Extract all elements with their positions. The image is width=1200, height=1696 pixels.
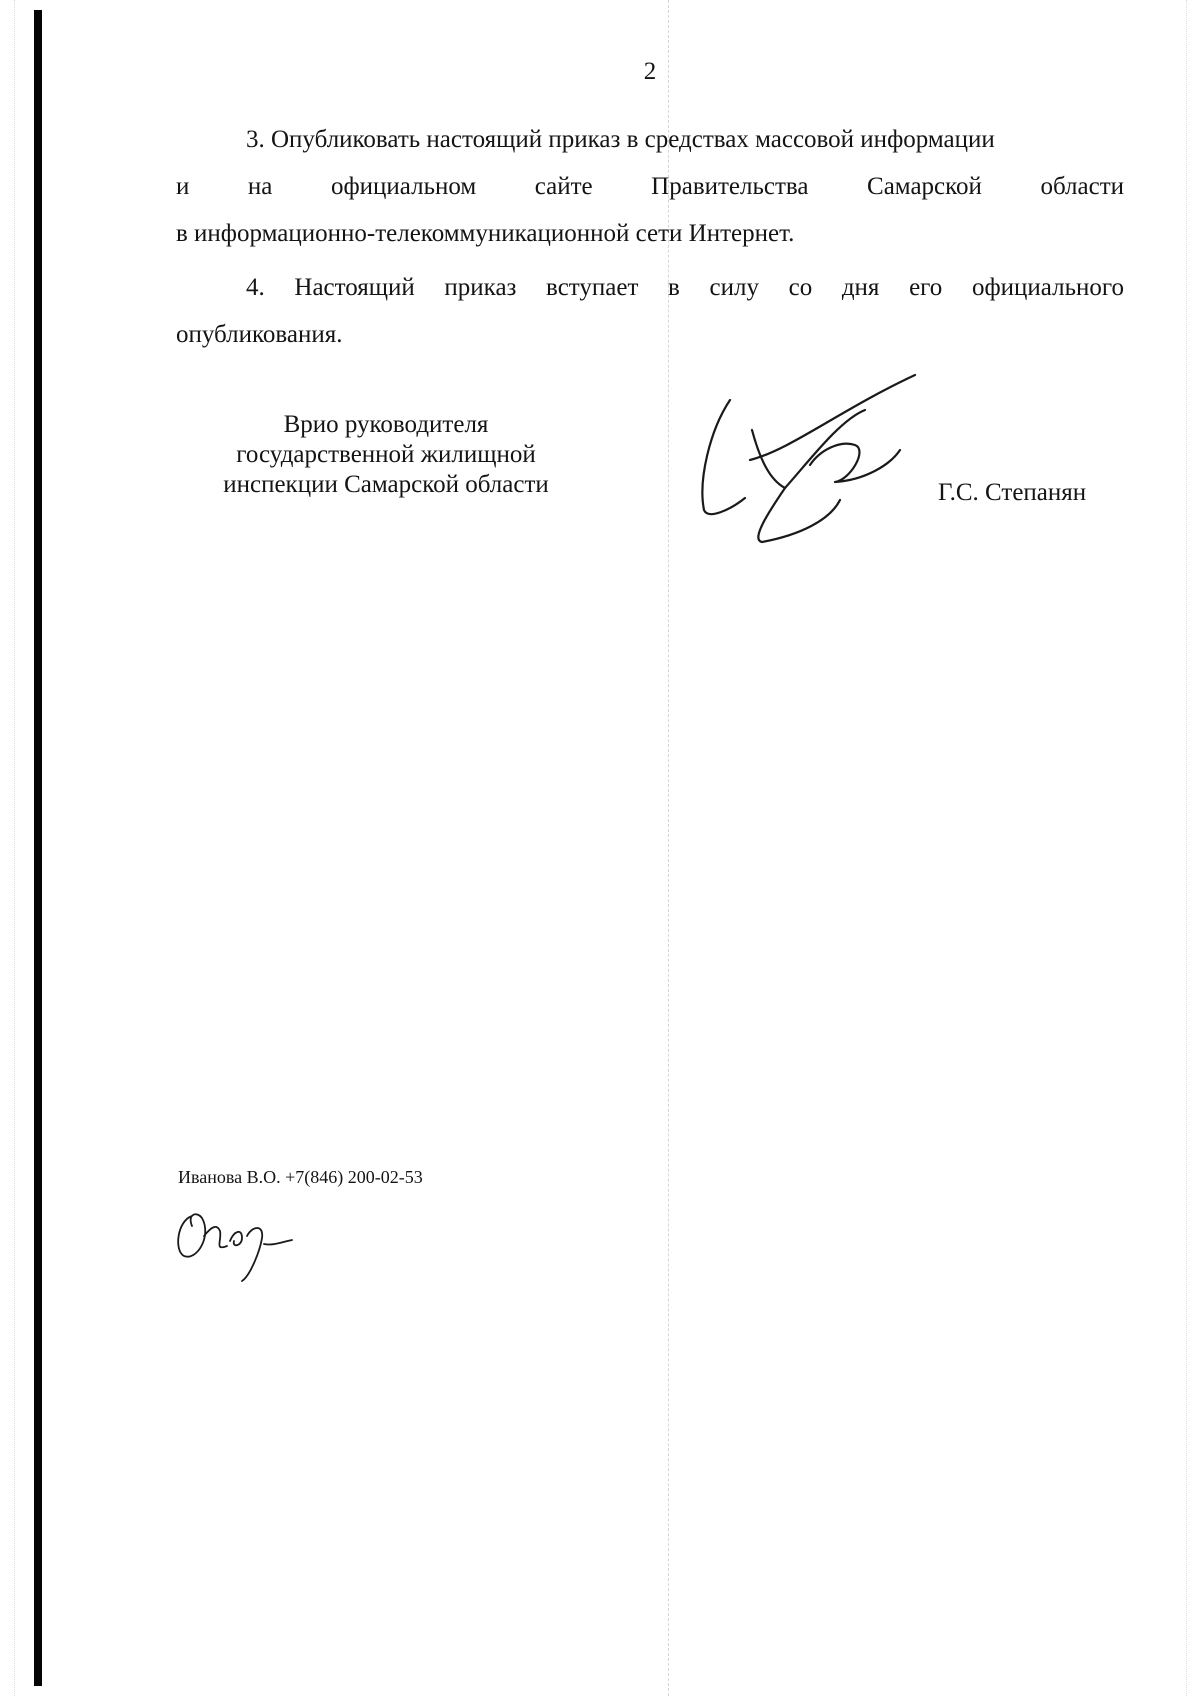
paragraph-3 [176, 116, 1124, 257]
scan-edge-bar [34, 10, 42, 1686]
handwritten-signature [690, 370, 950, 550]
signer-title-line-1: Врио руководителя [283, 411, 489, 438]
paragraph-4 [176, 264, 1124, 358]
signer-title [196, 410, 576, 500]
paragraph-3-line-2 [176, 163, 1124, 210]
paragraph-4-line-2: опубликования. [176, 321, 343, 348]
word: на [247, 173, 273, 200]
paragraph-3-line-1: 3. Опубликовать настоящий приказ в средствах массовой информации [246, 126, 995, 153]
word: сайте [534, 173, 593, 200]
word: Правительства [651, 173, 809, 200]
executor-initials-signature [172, 1196, 302, 1286]
executor-contact: Иванова В.О. +7(846) 200-02-53 [178, 1167, 423, 1187]
word: Самарской [867, 173, 982, 200]
scan-noise-right [1186, 0, 1187, 1696]
signer-name: Г.С. Степанян [938, 479, 1087, 506]
signer-title-line-2: государственной жилищной [236, 441, 536, 468]
signer-title-line-3: инспекции Самарской области [223, 471, 549, 498]
word: и [176, 173, 190, 200]
page-number: 2 [643, 58, 657, 85]
paragraph-3-line-3: в информационно-телекоммуникационной сети Интернет. [176, 220, 795, 247]
word: официальном [330, 173, 477, 200]
scan-noise-left [14, 0, 15, 1696]
word: области [1040, 173, 1125, 200]
paragraph-4-line-1: 4. Настоящий приказ вступает в силу со дня его официального [246, 274, 1124, 301]
